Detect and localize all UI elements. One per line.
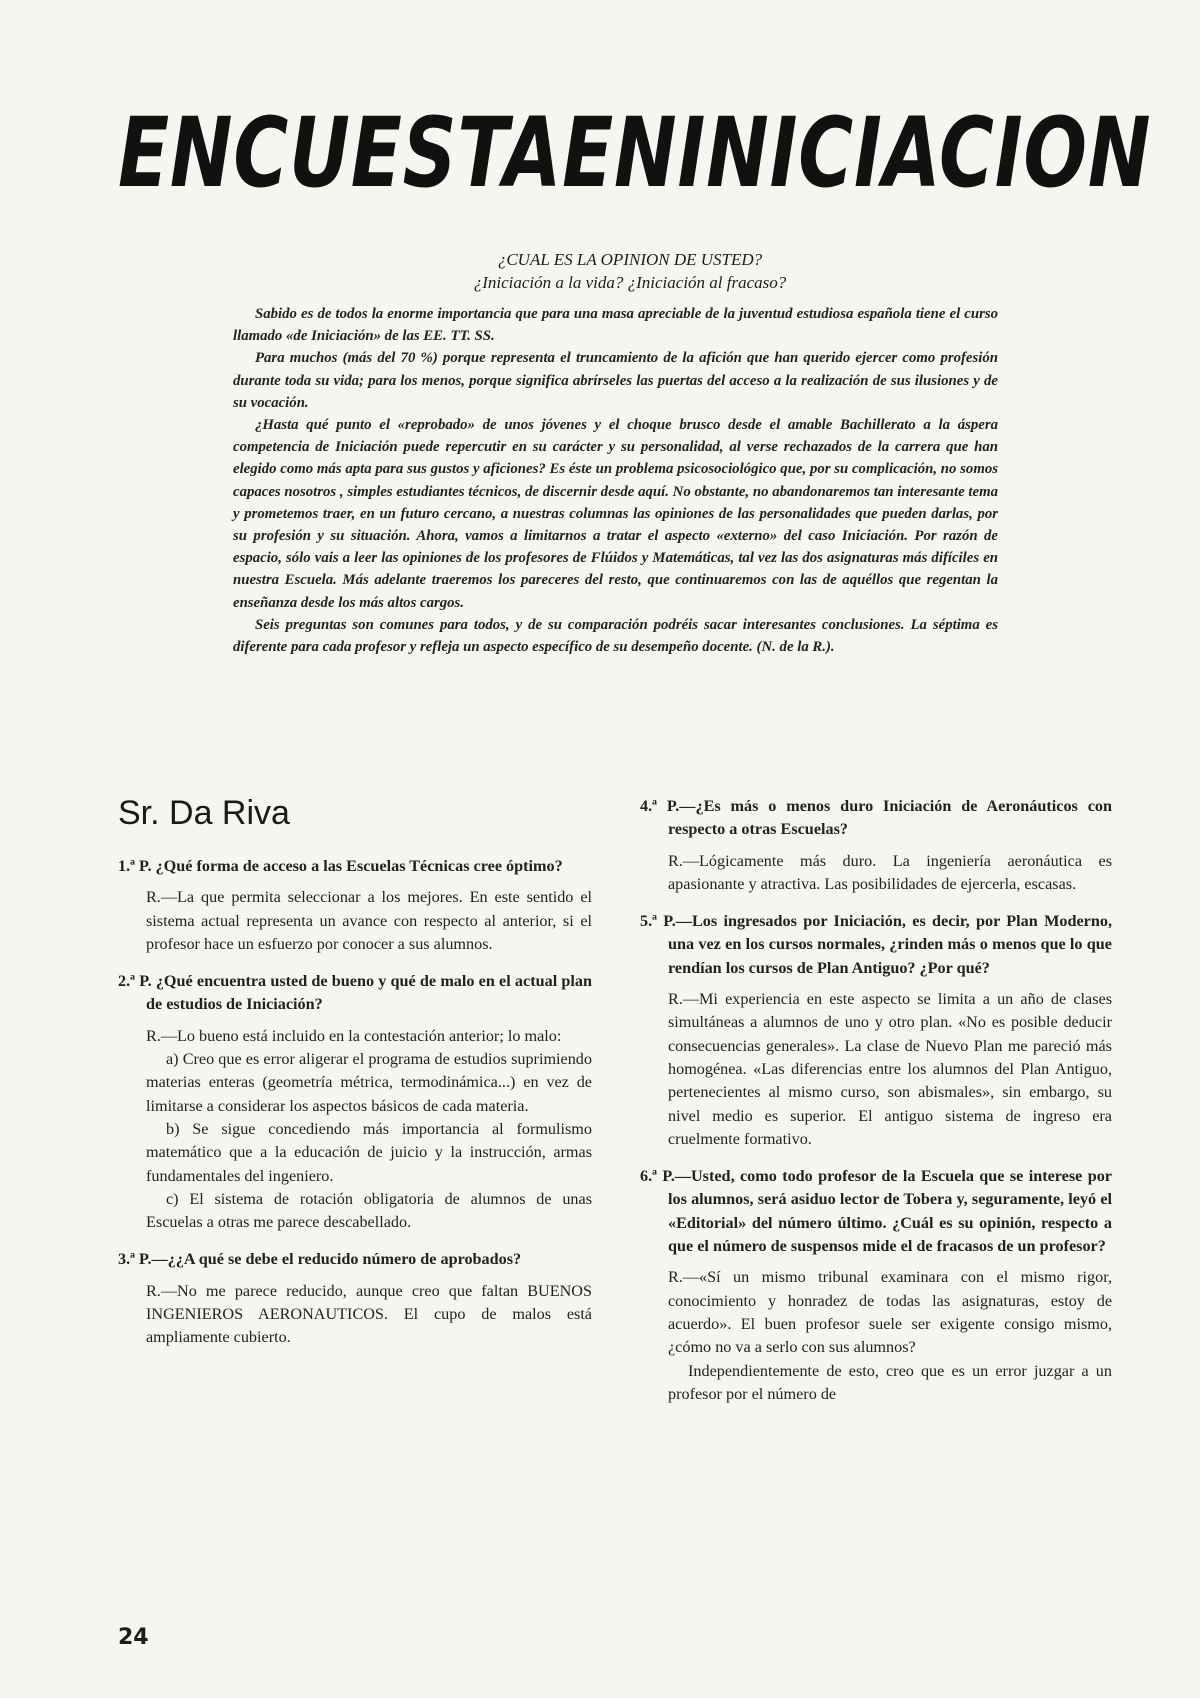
answer-2 [146, 1025, 592, 1235]
answer-text: R.—Mi experiencia en este aspecto se limita a un año de clases simultáneas a alumnos de uno y otro plan. «No es posible deducir consecuencias generales». La clase de Nuevo Plan me pareció más homogénea. «Las diferencias entre los alumnos del Plan Antiguo, pertenecientes al mismo curso, son abismales», sin embargo, su nivel medio es superior. El antiguo sistema de ingreso era cruelmente formativo. [668, 990, 1112, 1148]
question-3: 3.ª P.—¿¿A qué se debe el reducido número de aprobados? [118, 1250, 522, 1269]
editorial-intro [233, 303, 998, 658]
intro-paragraph: Para muchos (más del 70 %) porque representa el truncamiento de la afición que han querido ejercer como profesión durante toda su vida; para los menos, porque significa abrírseles las puertas del acceso a la realización de sus ilusiones y de su vocación. [233, 350, 998, 411]
answer-1 [146, 886, 592, 956]
question-5: 5.ª P.—Los ingresados por Iniciación, es decir, por Plan Moderno, una vez en los cursos normales, ¿rinden más o menos que lo que rendían los cursos de Plan Antiguo? ¿Por qué? [640, 912, 1112, 977]
question-4: 4.ª P.—¿Es más o menos duro Iniciación de Aeronáuticos con respecto a otras Escuelas? [640, 797, 1112, 839]
answer-text: R.—Lo bueno está incluido en la contestación anterior; lo malo: [146, 1026, 562, 1045]
intro-paragraph: Seis preguntas son comunes para todos, y de su comparación podréis sacar interesantes conclusiones. La séptima es diferente para cada profesor y refleja un aspecto específico de su desempeño docente. (N. de la R.). [233, 616, 998, 656]
answer-3 [146, 1280, 592, 1350]
article-title [118, 97, 1152, 209]
answer-text: Independientemente de esto, creo que es un error juzgar a un profesor por el número de [668, 1361, 1112, 1403]
answer-item-b: b) Se sigue concediendo más importancia al formulismo matemático que a la educación de juicio y la instrucción, armas fundamentales del ingeniero. [146, 1119, 592, 1185]
speaker-heading: Sr. Da Riva [118, 794, 290, 832]
subheading-line-2: ¿Iniciación a la vida? ¿Iniciación al fracaso? [473, 273, 787, 292]
question-1: 1.ª P. ¿Qué forma de acceso a las Escuelas Técnicas cree óptimo? [118, 857, 563, 875]
answer-text: R.—«Sí un mismo tribunal examinara con el mismo rigor, conocimiento y honradez de todas las asignaturas, estoy de acuerdo». El buen profesor suele ser exigente consigo mismo, ¿cómo no va a serlo con sus alumnos? [668, 1268, 1112, 1357]
answer-text: R.—No me parece reducido, aunque creo que faltan BUENOS INGENIEROS AERONAUTICOS. El cupo de malos está ampliamente cubierto. [146, 1281, 592, 1347]
intro-paragraph: Sabido es de todos la enorme importancia que para una masa apreciable de la juventud estudiosa española tiene el curso llamado «de Iniciación» de las EE. TT. SS. [233, 306, 998, 345]
title-word-en: EN [562, 97, 678, 209]
answer-item-c: c) El sistema de rotación obligatoria de alumnos de unas Escuelas a otras me parece descabellado. [146, 1189, 592, 1232]
answer-text: R.—La que permita seleccionar a los mejores. En este sentido el sistema actual representa un avance con respecto al anterior, si el profesor hace un esfuerzo por conocer a sus alumnos. [146, 888, 592, 953]
question-2: 2.ª P. ¿Qué encuentra usted de bueno y qué de malo en el actual plan de estudios de Iniciación? [118, 972, 592, 1014]
title-word-iniciacion: INICIACION [677, 97, 1152, 209]
answer-item-a: a) Creo que es error aligerar el programa de estudios suprimiendo materias enteras (geometría métrica, termodinámica...) en vez de limitarse a considerar los aspectos básicos de cada materia. [146, 1050, 592, 1115]
answer-4 [668, 850, 1112, 897]
right-column [640, 795, 1112, 1420]
subheading [250, 248, 1010, 294]
answer-text: R.—Lógicamente más duro. La ingeniería aeronáutica es apasionante y atractiva. Las posibilidades de ejercerla, escasas. [668, 851, 1112, 893]
title-word-encuesta: ENCUESTA [118, 97, 563, 209]
answer-5 [668, 988, 1112, 1151]
question-6: 6.ª P.—Usted, como todo profesor de la Escuela que se interese por los alumnos, será asiduo lector de Tobera y, seguramente, leyó el «Editorial» del número último. ¿Cuál es su opinión, respecto a que el número de suspensos mide el de fracasos de un profesor? [640, 1167, 1112, 1256]
subheading-line-1: ¿CUAL ES LA OPINION DE USTED? [497, 250, 763, 269]
answer-6 [668, 1266, 1112, 1406]
page-number: 24 [118, 1625, 149, 1650]
left-column [118, 795, 592, 1364]
intro-paragraph: ¿Hasta qué punto el «reprobado» de unos jóvenes y el choque brusco desde el amable Bachillerato a la áspera competencia de Iniciación puede repercutir en su carácter y su personalidad, al verse rechazados de la carrera que han elegido como más apta para sus gustos y aficiones? Es éste un problema psicosociológico que, por su complicación, no somos capaces nosotros , simples estudiantes técnicos, de discernir desde aquí. No obstante, no abandonaremos tan interesante tema y prometemos traer, en un futuro cercano, a nuestras columnas las opiniones de las personalidades que pueden darlas, por su profesión y su situación. Ahora, vamos a limitarnos a tratar el aspecto «externo» del caso Iniciación. Por razón de espacio, sólo vais a leer las opiniones de los profesores de Flúidos y Matemáticas, tal vez las dos asignaturas más difíciles en nuestra Escuela. Más adelante traeremos los pareceres del resto, que continuaremos con las de aquéllos que regentan la enseñanza desde los más altos cargos. [233, 417, 998, 611]
